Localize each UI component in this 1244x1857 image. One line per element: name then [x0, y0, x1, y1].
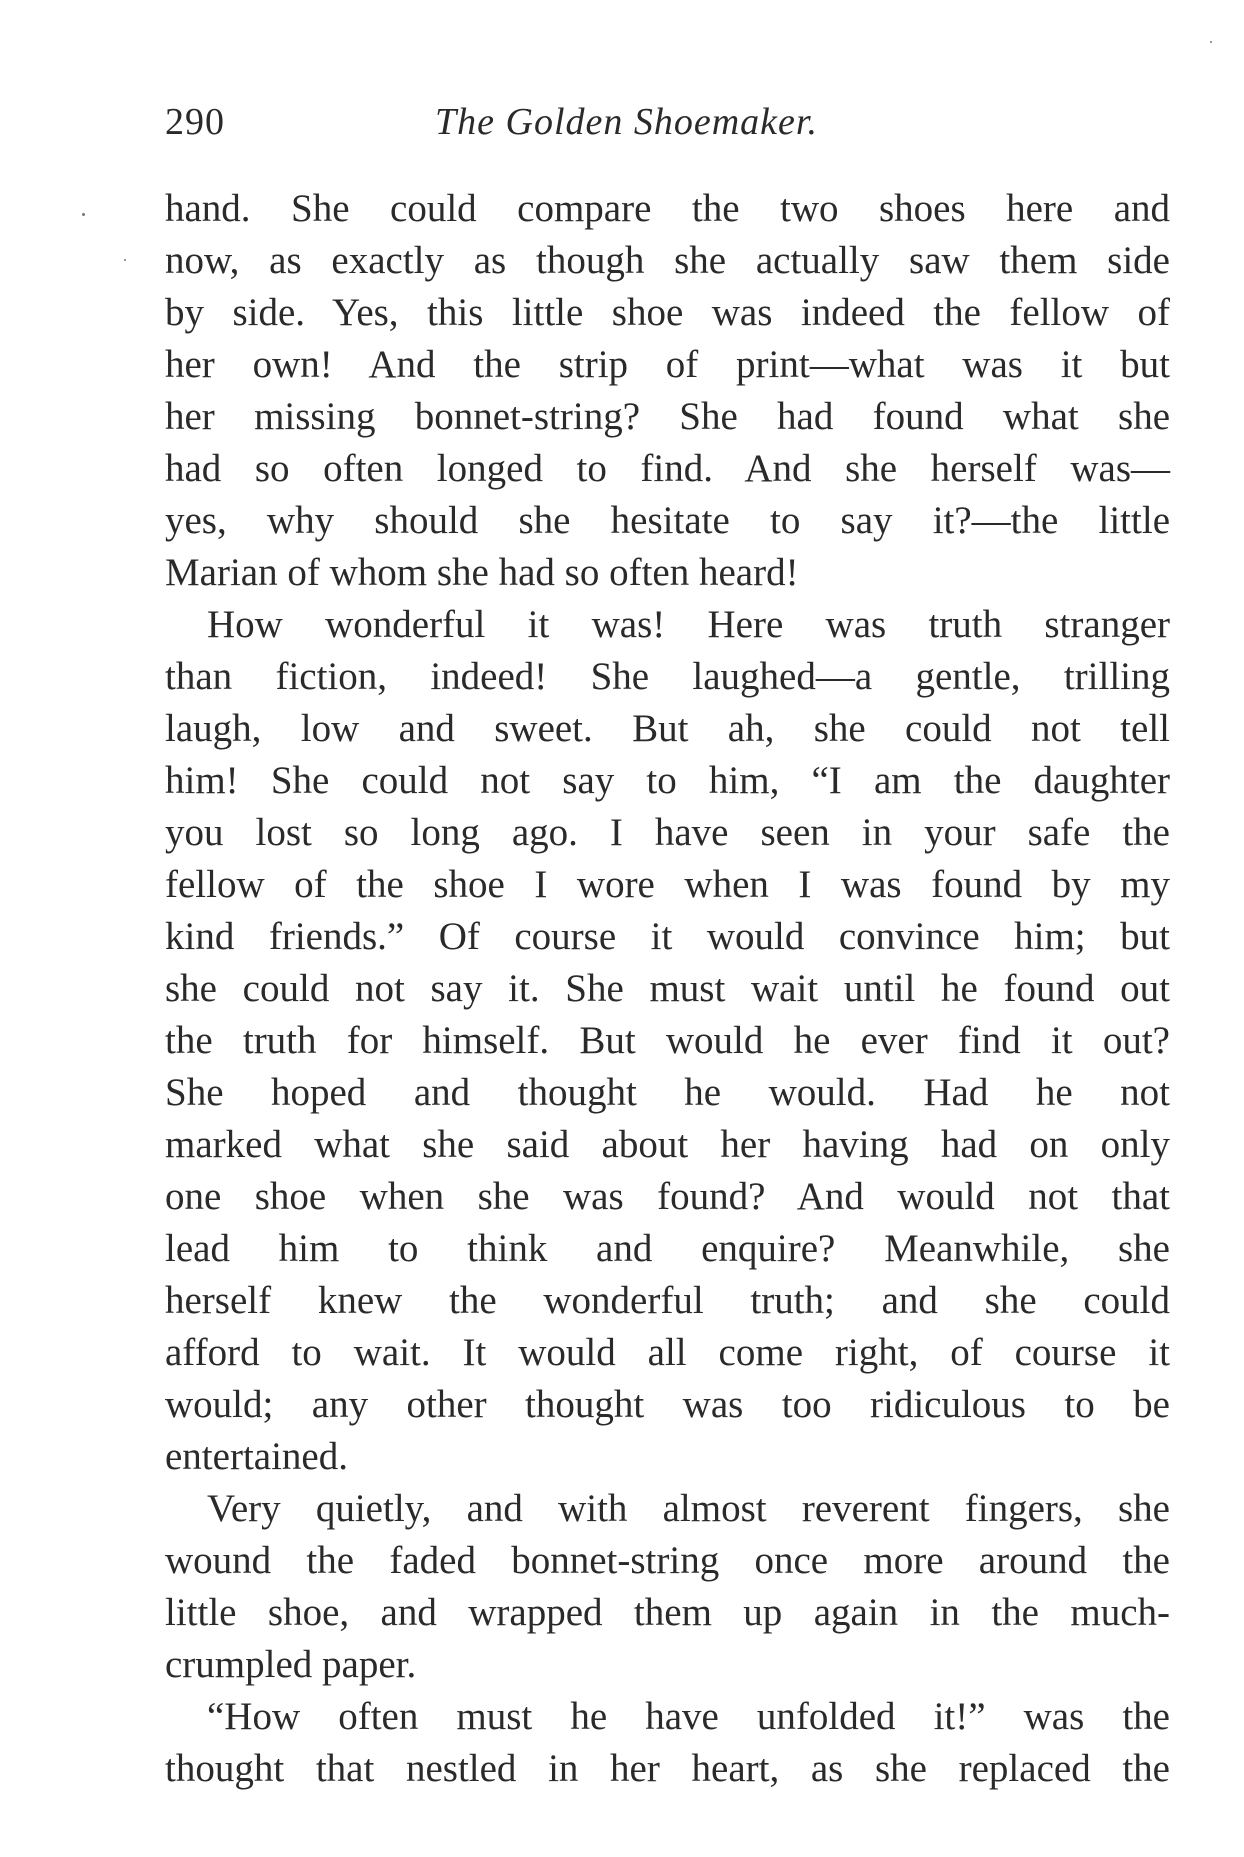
text-line: crumpled paper.: [165, 1643, 417, 1686]
paragraph-3: [165, 1483, 1170, 1691]
body-text: [165, 183, 1170, 1795]
text-line: “How often must he have unfolded it!” was the: [207, 1695, 1170, 1738]
scan-speck: [124, 259, 126, 261]
page-number: 290: [165, 101, 225, 143]
text-line: him! She could not say to him, “I am the daughter: [165, 759, 1170, 802]
scan-speck: [1210, 41, 1212, 43]
text-line: by side. Yes, this little shoe was indeed the fellow of: [165, 291, 1170, 334]
text-line: entertained.: [165, 1435, 348, 1478]
text-line: her own! And the strip of print—what was it but: [165, 343, 1170, 386]
text-line: Very quietly, and with almost reverent fingers, she: [207, 1487, 1170, 1530]
text-line: hand. She could compare the two shoes here and: [165, 187, 1170, 230]
running-title: The Golden Shoemaker.: [435, 101, 818, 143]
text-line: little shoe, and wrapped them up again in the much-: [165, 1591, 1170, 1634]
text-line: kind friends.” Of course it would convince him; but: [165, 915, 1170, 958]
text-line: you lost so long ago. I have seen in your safe the: [165, 811, 1170, 854]
text-line: lead him to think and enquire? Meanwhile, she: [165, 1227, 1170, 1270]
text-line: would; any other thought was too ridiculous to be: [165, 1383, 1170, 1426]
text-line: had so often longed to find. And she herself was—: [165, 447, 1170, 490]
text-line: she could not say it. She must wait until he found out: [165, 967, 1170, 1010]
text-line: than fiction, indeed! She laughed—a gentle, trilling: [165, 655, 1170, 698]
paragraph-4: [165, 1691, 1170, 1795]
text-line: yes, why should she hesitate to say it?—the little: [165, 499, 1170, 542]
paragraph-1: [165, 183, 1170, 599]
text-line: wound the faded bonnet-string once more around the: [165, 1539, 1170, 1582]
text-line: thought that nestled in her heart, as she replaced the: [165, 1747, 1170, 1790]
scan-speck: [82, 213, 85, 216]
text-line: Marian of whom she had so often heard!: [165, 551, 799, 594]
text-line: She hoped and thought he would. Had he not: [165, 1071, 1170, 1114]
paragraph-2: [165, 599, 1170, 1483]
text-line: now, as exactly as though she actually saw them side: [165, 239, 1170, 282]
running-header: [165, 92, 1170, 152]
text-line: herself knew the wonderful truth; and she could: [165, 1279, 1170, 1322]
text-line: one shoe when she was found? And would not that: [165, 1175, 1170, 1218]
text-line: fellow of the shoe I wore when I was found by my: [165, 863, 1170, 906]
text-line: How wonderful it was! Here was truth stranger: [207, 603, 1170, 646]
text-line: marked what she said about her having had on only: [165, 1123, 1170, 1166]
text-line: the truth for himself. But would he ever find it out?: [165, 1019, 1170, 1062]
text-line: afford to wait. It would all come right, of course it: [165, 1331, 1170, 1374]
text-line: laugh, low and sweet. But ah, she could not tell: [165, 707, 1170, 750]
text-line: her missing bonnet-string? She had found what she: [165, 395, 1170, 438]
